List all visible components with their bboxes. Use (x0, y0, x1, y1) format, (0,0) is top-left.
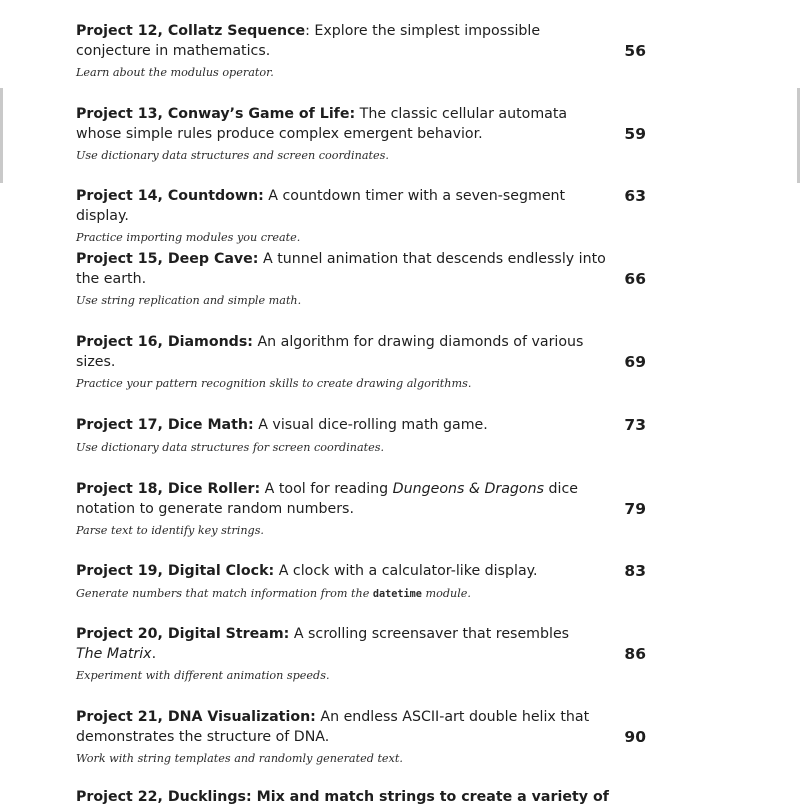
project-description: A tunnel animation that descends endlessly into the earth. (76, 251, 606, 287)
page-number: 83 (624, 562, 646, 580)
page-number: 66 (624, 270, 646, 288)
module-name: datetime (372, 588, 422, 600)
entry-heading (76, 416, 616, 436)
page-number: 63 (624, 187, 646, 205)
page-number: 59 (624, 125, 646, 143)
entry-heading (76, 625, 616, 664)
project-name: Project 16, Diamonds: (76, 334, 253, 350)
cutoff-entry[interactable]: Project 22, Ducklings: Mix and match strings to create a variety of (76, 789, 609, 805)
project-description: A clock with a calculator-like display. (278, 563, 538, 579)
entry-heading (76, 562, 616, 582)
project-description-end: dice notation to generate random numbers. (76, 481, 578, 517)
learning-goal: Experiment with different animation speeds. (76, 669, 330, 682)
entry-heading (76, 250, 616, 289)
project-description: An endless ASCII-art double helix that demonstrates the structure of DNA. (76, 709, 590, 745)
page-number: 73 (624, 416, 646, 434)
project-description: A countdown timer with a seven-segment display. (76, 188, 566, 224)
learning-goal-start: Generate numbers that match information from the (76, 586, 373, 600)
project-name: Project 20, Digital Stream: (76, 626, 290, 642)
toc-entry[interactable] (76, 333, 646, 390)
page-edge-left (0, 88, 3, 183)
project-description: Explore the simplest impossible conjecture in mathematics. (76, 23, 541, 59)
toc-entry[interactable] (76, 105, 646, 162)
toc-entry[interactable] (76, 187, 646, 244)
project-name: Project 21, DNA Visualization: (76, 709, 316, 725)
toc-entry[interactable] (76, 480, 646, 537)
learning-goal: Learn about the modulus operator. (76, 66, 274, 79)
entry-heading (76, 480, 616, 519)
toc-entry[interactable] (76, 708, 646, 765)
toc-entry[interactable] (76, 250, 646, 307)
page-number: 56 (624, 42, 646, 60)
separator: : (305, 23, 315, 39)
page-number: 79 (624, 500, 646, 518)
project-description-end: . (151, 645, 157, 662)
project-name: Project 14, Countdown: (76, 188, 264, 204)
learning-goal: Use dictionary data structures and screen coordinates. (76, 149, 389, 162)
project-description: The classic cellular automata whose simple rules produce complex emergent behavior. (76, 106, 568, 142)
project-description: A visual dice-rolling math game. (258, 417, 488, 433)
project-description-start: A tool for reading (264, 481, 393, 497)
toc-entry[interactable] (76, 625, 646, 682)
project-name: Project 12, Collatz Sequence (76, 23, 306, 39)
learning-goal-end: module. (421, 586, 471, 600)
entry-heading (76, 187, 616, 226)
page-number: 90 (624, 728, 646, 746)
project-name: Project 13, Conway’s Game of Life: (76, 106, 356, 122)
toc-entry[interactable] (76, 22, 646, 79)
project-name: Project 15, Deep Cave: (76, 251, 259, 267)
entry-heading (76, 333, 616, 372)
learning-goal: Work with string templates and randomly generated text. (76, 752, 403, 765)
learning-goal: Practice importing modules you create. (76, 231, 301, 244)
page-number: 86 (624, 645, 646, 663)
toc-entry[interactable] (76, 562, 646, 600)
page-number: 69 (624, 353, 646, 371)
learning-goal: Use string replication and simple math. (76, 294, 302, 307)
entry-heading (76, 708, 616, 747)
learning-goal: Parse text to identify key strings. (76, 524, 264, 537)
project-description-start: A scrolling screensaver that resembles (293, 626, 570, 642)
entry-heading (76, 22, 616, 61)
project-name: Project 18, Dice Roller: (76, 481, 261, 497)
toc-entry[interactable] (76, 416, 646, 454)
entry-heading (76, 105, 616, 144)
learning-goal: Use dictionary data structures for screen coordinates. (76, 440, 385, 454)
learning-goal: Practice your pattern recognition skills to create drawing algorithms. (76, 377, 472, 390)
movie-title: The Matrix (76, 645, 152, 662)
project-description: An algorithm for drawing diamonds of various sizes. (76, 334, 584, 370)
project-name: Project 19, Digital Clock: (76, 563, 275, 579)
project-name: Project 17, Dice Math: (76, 417, 254, 433)
game-title: Dungeons & Dragons (392, 481, 544, 497)
learning-goal (76, 587, 646, 600)
